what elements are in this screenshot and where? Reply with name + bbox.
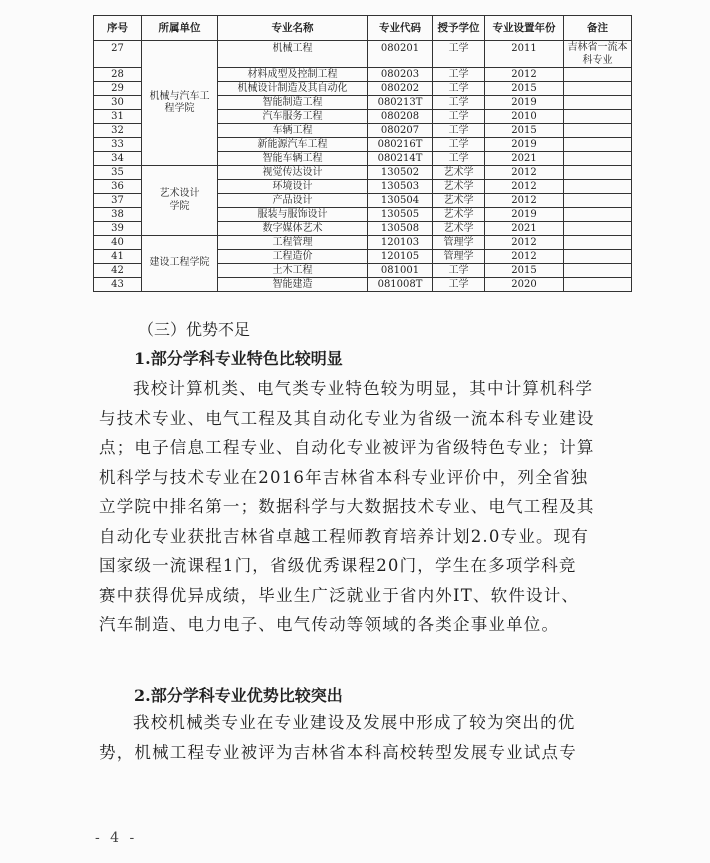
major-code: 130503 (368, 180, 433, 194)
year: 2015 (485, 264, 564, 278)
header-cell: 备注 (564, 16, 632, 41)
paragraph-line: 汽车制造、电力电子、电气传动等领域的各类企事业单位。 (99, 615, 560, 634)
degree: 工学 (433, 68, 485, 82)
year: 2020 (485, 278, 564, 292)
major-code: 130505 (368, 208, 433, 222)
year: 2019 (485, 138, 564, 152)
year: 2012 (485, 180, 564, 194)
major-name: 工程造价 (218, 250, 368, 264)
remark (564, 180, 632, 194)
degree: 工学 (433, 152, 485, 166)
year: 2021 (485, 152, 564, 166)
degree: 工学 (433, 138, 485, 152)
table-header-row (94, 16, 632, 41)
degree: 艺术学 (433, 166, 485, 180)
row-number: 34 (94, 152, 142, 166)
page-number: - 4 - (95, 830, 138, 846)
heading-1: 1.部分学科专业特色比较明显 (134, 349, 343, 368)
paragraph-line: 立学院中排名第一；数据科学与大数据技术专业、电气工程及其 (99, 497, 595, 516)
degree: 工学 (433, 82, 485, 96)
header-cell: 所属单位 (142, 16, 218, 41)
year: 2010 (485, 110, 564, 124)
major-name: 环境设计 (218, 180, 368, 194)
row-number: 43 (94, 278, 142, 292)
paragraph-line: 国家级一流课程1门，省级优秀课程20门，学生在多项学科竞 (99, 556, 577, 575)
degree: 艺术学 (433, 208, 485, 222)
remark (564, 194, 632, 208)
degree: 工学 (433, 278, 485, 292)
remark (564, 264, 632, 278)
remark (564, 68, 632, 82)
major-code: 120105 (368, 250, 433, 264)
remark (564, 110, 632, 124)
paragraph-line: 我校机械类专业在专业建设及发展中形成了较为突出的优 (133, 713, 576, 732)
degree: 工学 (433, 41, 485, 68)
remark (564, 96, 632, 110)
remark (564, 152, 632, 166)
remark (564, 278, 632, 292)
major-code: 080214T (368, 152, 433, 166)
header-cell: 序号 (94, 16, 142, 41)
major-code: 080203 (368, 68, 433, 82)
degree: 工学 (433, 110, 485, 124)
degree: 艺术学 (433, 194, 485, 208)
header-cell: 专业名称 (218, 16, 368, 41)
remark (564, 250, 632, 264)
degree: 艺术学 (433, 222, 485, 236)
major-name: 视觉传达设计 (218, 166, 368, 180)
row-number: 42 (94, 264, 142, 278)
row-number: 27 (94, 41, 142, 68)
degree: 管理学 (433, 250, 485, 264)
year: 2012 (485, 194, 564, 208)
table-row (94, 41, 632, 68)
major-name: 材料成型及控制工程 (218, 68, 368, 82)
major-name: 智能制造工程 (218, 96, 368, 110)
year: 2012 (485, 68, 564, 82)
remark (564, 82, 632, 96)
table-row (94, 166, 632, 180)
section-title: （三）优势不足 (138, 320, 251, 339)
row-number: 30 (94, 96, 142, 110)
major-code: 130504 (368, 194, 433, 208)
paragraph-2 (99, 708, 619, 767)
major-code: 080202 (368, 82, 433, 96)
major-name: 智能车辆工程 (218, 152, 368, 166)
year: 2012 (485, 166, 564, 180)
year: 2012 (485, 250, 564, 264)
row-number: 32 (94, 124, 142, 138)
degree: 管理学 (433, 236, 485, 250)
paragraph-line: 点；电子信息工程专业、自动化专业被评为省级特色专业；计算 (99, 438, 595, 457)
header-cell: 授予学位 (433, 16, 485, 41)
row-number: 35 (94, 166, 142, 180)
year: 2019 (485, 96, 564, 110)
header-cell: 专业代码 (368, 16, 433, 41)
row-number: 37 (94, 194, 142, 208)
degree: 艺术学 (433, 180, 485, 194)
major-name: 工程管理 (218, 236, 368, 250)
row-number: 39 (94, 222, 142, 236)
row-number: 38 (94, 208, 142, 222)
year: 2015 (485, 82, 564, 96)
degree: 工学 (433, 124, 485, 138)
major-code: 080213T (368, 96, 433, 110)
major-table (93, 15, 632, 292)
major-name: 产品设计 (218, 194, 368, 208)
major-code: 080216T (368, 138, 433, 152)
major-name: 数字媒体艺术 (218, 222, 368, 236)
remark: 吉林省一流本科专业 (564, 41, 632, 68)
paragraph-line: 我校计算机类、电气类专业特色较为明显，其中计算机科学 (133, 379, 594, 398)
remark (564, 124, 632, 138)
paragraph-line: 势，机械工程专业被评为吉林省本科高校转型发展专业试点专 (99, 742, 577, 762)
remark (564, 208, 632, 222)
row-number: 31 (94, 110, 142, 124)
year: 2021 (485, 222, 564, 236)
major-name: 机械设计制造及其自动化 (218, 82, 368, 96)
degree: 工学 (433, 264, 485, 278)
major-name: 土木工程 (218, 264, 368, 278)
header-cell: 专业设置年份 (485, 16, 564, 41)
unit-cell: 建设工程学院 (142, 236, 218, 292)
table-row (94, 236, 632, 250)
row-number: 40 (94, 236, 142, 250)
major-code: 081008T (368, 278, 433, 292)
unit-cell: 机械与汽车工程学院 (142, 41, 218, 166)
row-number: 29 (94, 82, 142, 96)
major-code: 081001 (368, 264, 433, 278)
major-code: 080208 (368, 110, 433, 124)
major-code: 130502 (368, 166, 433, 180)
major-name: 汽车服务工程 (218, 110, 368, 124)
major-code: 080201 (368, 41, 433, 68)
major-name: 新能源汽车工程 (218, 138, 368, 152)
remark (564, 236, 632, 250)
heading-2: 2.部分学科专业优势比较突出 (134, 686, 343, 705)
paragraph-line: 自动化专业获批吉林省卓越工程师教育培养计划2.0专业。现有 (99, 526, 590, 546)
row-number: 28 (94, 68, 142, 82)
paragraph-1 (99, 374, 619, 640)
major-name: 机械工程 (218, 41, 368, 68)
major-code: 130508 (368, 222, 433, 236)
year: 2019 (485, 208, 564, 222)
paragraph-line: 与技术专业、电气工程及其自动化专业为省级一流本科专业建设 (99, 408, 595, 428)
paragraph-line: 赛中获得优异成绩，毕业生广泛就业于省内外IT、软件设计、 (99, 585, 580, 605)
paragraph-line: 机科学与技术专业在2016年吉林省本科专业评价中，列全省独 (99, 467, 589, 487)
major-code: 080207 (368, 124, 433, 138)
remark (564, 222, 632, 236)
year: 2012 (485, 236, 564, 250)
row-number: 33 (94, 138, 142, 152)
row-number: 41 (94, 250, 142, 264)
remark (564, 138, 632, 152)
major-name: 服装与服饰设计 (218, 208, 368, 222)
row-number: 36 (94, 180, 142, 194)
major-name: 智能建造 (218, 278, 368, 292)
unit-cell: 艺术设计学院 (142, 166, 218, 236)
year: 2011 (485, 41, 564, 68)
major-code: 120103 (368, 236, 433, 250)
remark (564, 166, 632, 180)
major-name: 车辆工程 (218, 124, 368, 138)
degree: 工学 (433, 96, 485, 110)
year: 2015 (485, 124, 564, 138)
